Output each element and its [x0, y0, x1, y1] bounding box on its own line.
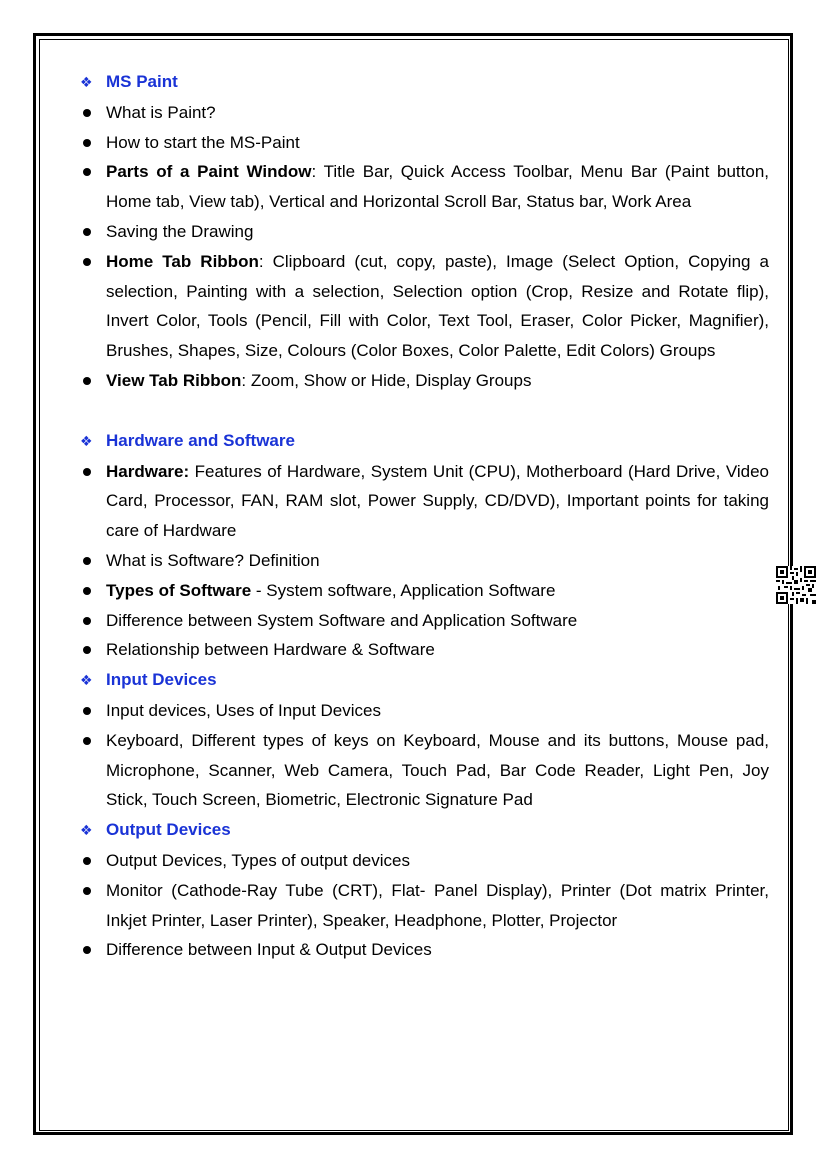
round-bullet-icon: [80, 457, 106, 487]
round-bullet-icon: [80, 726, 106, 756]
list-item-description: Saving the Drawing: [106, 221, 254, 241]
list-item-description: Relationship between Hardware & Software: [106, 640, 435, 660]
section-title: Output Devices: [106, 820, 231, 840]
round-bullet-icon: [80, 157, 106, 187]
section-heading: [80, 426, 769, 457]
round-bullet-icon: [80, 876, 106, 906]
list-item-bold-term: Home Tab Ribbon: [106, 251, 259, 271]
round-bullet-icon: [80, 247, 106, 277]
section-title: Input Devices: [106, 670, 217, 690]
list-item-bold-term: Parts of a Paint Window: [106, 162, 312, 182]
list-item: [80, 128, 769, 158]
diamond-bullet-icon: ❖: [80, 672, 93, 689]
list-item-text: [106, 606, 769, 636]
round-bullet-icon: [80, 366, 106, 396]
round-bullet-icon: [80, 98, 106, 128]
list-item-description: Difference between System Software and Application Software: [106, 610, 578, 630]
list-item-bold-term: Hardware:: [106, 461, 190, 481]
list-item: [80, 696, 769, 726]
list-item-description: What is Software? Definition: [106, 550, 320, 570]
section-heading: [80, 67, 769, 98]
round-bullet-icon: [80, 217, 106, 247]
list-item-description: How to start the MS-Paint: [106, 132, 300, 152]
list-item: [80, 606, 769, 636]
list-item-text: [106, 98, 769, 128]
round-bullet-icon: [80, 128, 106, 158]
list-item: [80, 98, 769, 128]
list-item: [80, 217, 769, 247]
list-item-description: : Title Bar, Quick Access Toolbar, Menu Bar (Paint button, Home tab, View tab), Vertical and Horizontal Scroll Bar, Status bar, Work Area: [106, 162, 769, 212]
list-item-text: [106, 876, 769, 936]
list-item-text: [106, 576, 769, 606]
round-bullet-icon: [80, 576, 106, 606]
list-item-text: [106, 635, 769, 665]
list-item-text: [106, 726, 769, 815]
list-item-text: [106, 846, 769, 876]
diamond-bullet-icon: ❖: [80, 432, 93, 449]
list-item: [80, 876, 769, 936]
list-item-text: [106, 217, 769, 247]
list-item: [80, 935, 769, 965]
round-bullet-icon: [80, 696, 106, 726]
list-item: [80, 726, 769, 815]
list-item: [80, 157, 769, 217]
list-item-text: [106, 157, 769, 217]
list-item-description: Keyboard, Different types of keys on Keyboard, Mouse and its buttons, Mouse pad, Microphone, Scanner, Web Camera, Touch Pad, Bar Code Reader, Light Pen, Joy Stick, Touch Screen, Biometric, Electronic Signature Pad: [106, 730, 769, 810]
list-item-description: What is Paint?: [106, 102, 216, 122]
list-item-description: Input devices, Uses of Input Devices: [106, 700, 381, 720]
list-item-text: [106, 696, 769, 726]
list-item-description: Output Devices, Types of output devices: [106, 850, 410, 870]
section-heading: [80, 665, 769, 696]
section-title: Hardware and Software: [106, 430, 295, 450]
list-item-text: [106, 366, 769, 396]
round-bullet-icon: [80, 606, 106, 636]
list-item-text: [106, 457, 769, 546]
qr-code-icon: [776, 566, 816, 604]
list-item-bold-term: View Tab Ribbon: [106, 370, 242, 390]
list-item: [80, 546, 769, 576]
diamond-bullet-icon: ❖: [80, 822, 93, 839]
list-item-text: [106, 128, 769, 158]
section-title: MS Paint: [106, 72, 178, 91]
list-item: [80, 576, 769, 606]
syllabus-content: [80, 67, 769, 965]
list-item-description: : Zoom, Show or Hide, Display Groups: [241, 370, 532, 390]
list-item: [80, 846, 769, 876]
list-item-description: Difference between Input & Output Devices: [106, 940, 432, 960]
list-item-text: [106, 247, 769, 366]
list-item-description: : Clipboard (cut, copy, paste), Image (Select Option, Copying a selection, Painting with a selection, Selection option (Crop, Resize and Rotate flip), Invert Color, Tools (Pencil, Fill with Color, Text Tool, Eraser, Color Picker, Magnifier), Brushes, Shapes, Size, Colours (Color Boxes, Color Palette, Edit Colors) Groups: [106, 251, 769, 361]
list-item-description: Features of Hardware, System Unit (CPU), Motherboard (Hard Drive, Video Card, Processor, FAN, RAM slot, Power Supply, CD/DVD), Important points for taking care of Hardware: [106, 461, 769, 541]
list-item: [80, 457, 769, 546]
section-heading: [80, 815, 769, 846]
list-item: [80, 366, 769, 396]
list-item-text: [106, 546, 769, 576]
section-spacer: [80, 396, 769, 426]
round-bullet-icon: [80, 935, 106, 965]
round-bullet-icon: [80, 635, 106, 665]
round-bullet-icon: [80, 846, 106, 876]
list-item-description: - System software, Application Software: [251, 580, 556, 600]
diamond-bullet-icon: ❖: [80, 74, 93, 90]
list-item: [80, 247, 769, 366]
list-item-description: Monitor (Cathode-Ray Tube (CRT), Flat- Panel Display), Printer (Dot matrix Printer, Inkjet Printer, Laser Printer), Speaker, Headphone, Plotter, Projector: [106, 880, 769, 930]
list-item-bold-term: Types of Software: [106, 580, 252, 600]
round-bullet-icon: [80, 546, 106, 576]
list-item: [80, 635, 769, 665]
list-item-text: [106, 935, 769, 965]
